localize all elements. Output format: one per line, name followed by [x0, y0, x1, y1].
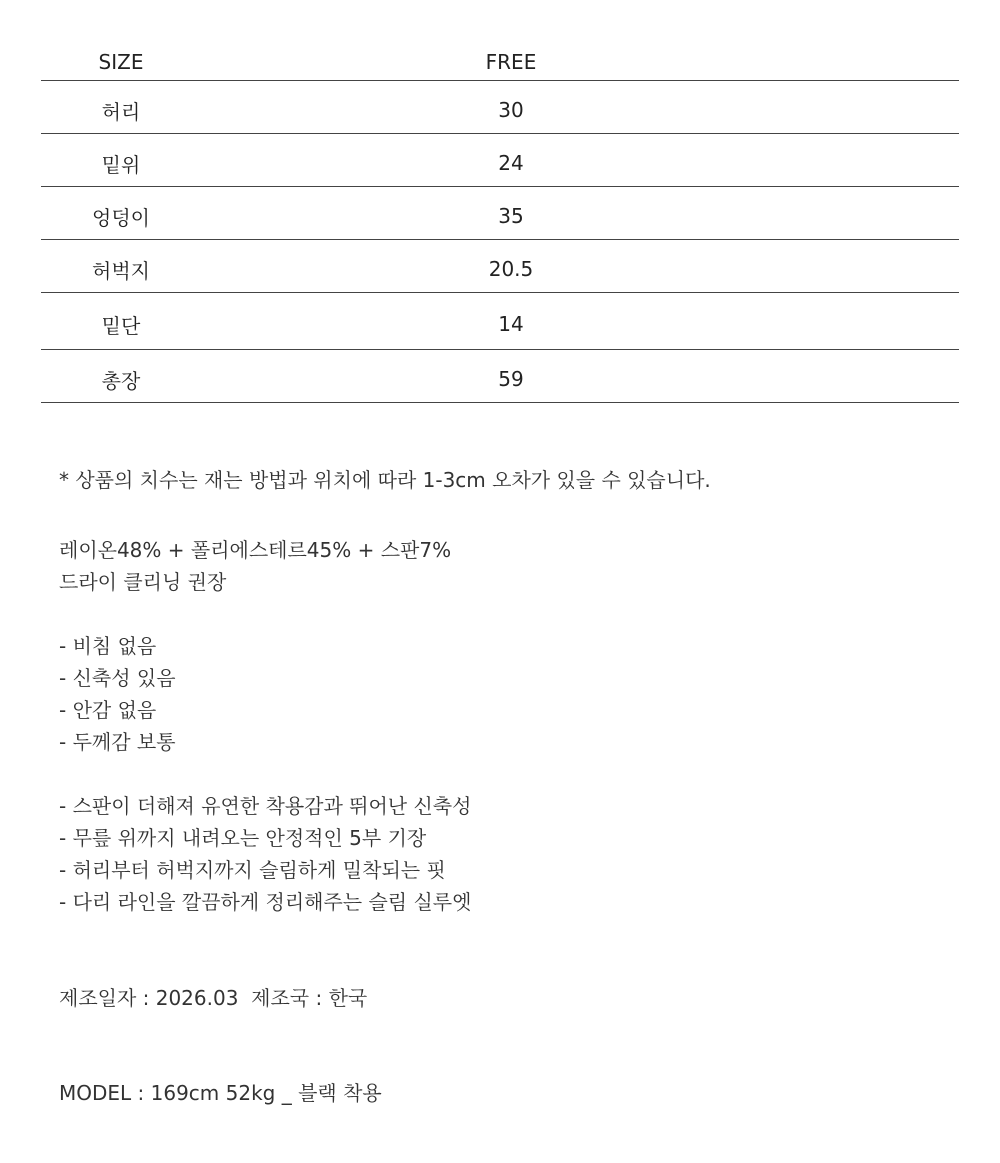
size-row-label: 허벅지: [92, 258, 150, 283]
feature-item: - 무릎 위까지 내려오는 안정적인 5부 기장: [59, 826, 427, 850]
size-row-thigh: [41, 240, 959, 293]
size-table-header: [41, 43, 959, 81]
property-item: - 두께감 보통: [59, 730, 176, 754]
size-row-label: 밑위: [101, 152, 141, 177]
size-row-value: 59: [498, 367, 524, 391]
size-row-waist: [41, 81, 959, 134]
feature-item: - 다리 라인을 깔끔하게 정리해주는 슬림 실루엣: [59, 890, 472, 914]
material-info: [59, 534, 451, 598]
care-instruction: 드라이 클리닝 권장: [59, 570, 227, 594]
manufacture-text: 제조일자 : 2026.03 제조국 : 한국: [59, 986, 368, 1010]
notice-text: * 상품의 치수는 재는 방법과 위치에 따라 1-3cm 오차가 있을 수 있습니다.: [59, 468, 711, 492]
property-item: - 신축성 있음: [59, 666, 176, 690]
size-row-label: 엉덩이: [92, 205, 150, 230]
size-row-label: 허리: [101, 99, 141, 124]
manufacture-info: [59, 982, 367, 1014]
model-info: [59, 1077, 382, 1109]
material-composition: 레이온48% + 폴리에스테르45% + 스판7%: [59, 538, 452, 562]
size-table: [41, 43, 959, 403]
size-row-value: 14: [498, 312, 524, 336]
size-header-value: FREE: [485, 49, 537, 74]
property-item: - 안감 없음: [59, 698, 157, 722]
size-row-hip: [41, 187, 959, 240]
size-row-value: 24: [498, 151, 524, 175]
size-row-hem: [41, 293, 959, 350]
size-row-label: 밑단: [101, 313, 141, 338]
feature-item: - 스판이 더해져 유연한 착용감과 뛰어난 신축성: [59, 794, 472, 818]
size-row-value: 35: [498, 204, 524, 228]
size-row-label: 총장: [101, 368, 141, 393]
size-row-value: 30: [498, 98, 524, 122]
measurement-notice: [59, 464, 711, 496]
size-row-length: [41, 350, 959, 403]
product-features: [59, 790, 471, 918]
model-text: MODEL : 169cm 52kg _ 블랙 착용: [59, 1081, 382, 1105]
fabric-properties: [59, 630, 176, 758]
property-item: - 비침 없음: [59, 634, 157, 658]
size-row-value: 20.5: [488, 257, 534, 281]
size-header-label: SIZE: [98, 49, 144, 74]
size-row-rise: [41, 134, 959, 187]
feature-item: - 허리부터 허벅지까지 슬림하게 밀착되는 핏: [59, 858, 446, 882]
